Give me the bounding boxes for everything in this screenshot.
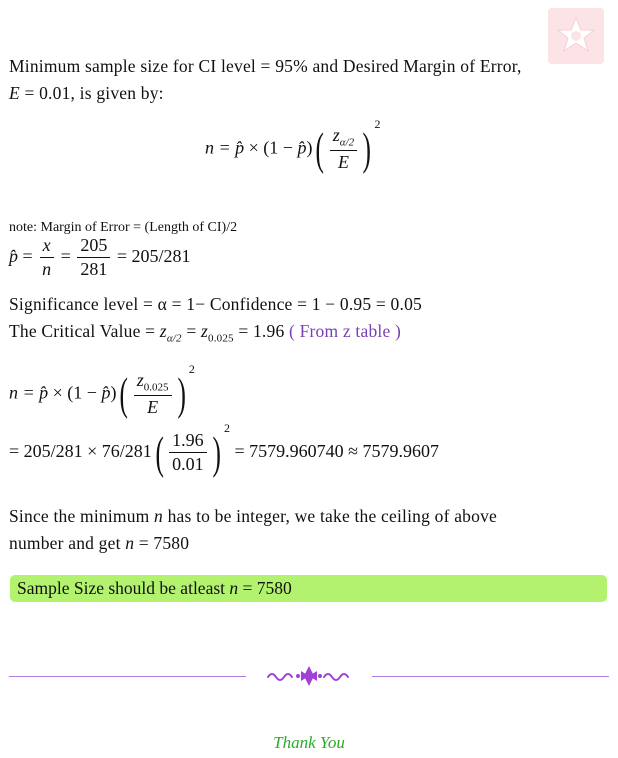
phat-frac2-den: 281: [80, 258, 108, 279]
phat-eq1: =: [18, 245, 38, 266]
critical-z2-sub: 0.025: [208, 332, 234, 345]
flourish-ornament-icon: [264, 664, 354, 688]
critical-value-line: [9, 318, 401, 353]
phat-frac2-num: 205: [77, 236, 110, 258]
formula2-num: z: [136, 370, 144, 390]
computed-result-line: [9, 421, 439, 478]
conclusion-text-a: Since the minimum: [9, 506, 155, 526]
critical-label: The Critical Value =: [9, 321, 160, 341]
formula2-num-sub: 0.025: [143, 381, 169, 394]
critical-z2: z: [200, 321, 208, 341]
formula3-fraction: [169, 431, 207, 475]
significance-line: Significance level = α = 1− Confidence = 1 − 0.95 = 0.05: [9, 294, 422, 314]
thank-you-text: Thank You: [273, 733, 345, 752]
formula1-phat2: p̂: [297, 137, 307, 158]
formula1-den: E: [337, 151, 349, 172]
phat-rest: = 205/281: [112, 245, 191, 266]
sample-size-formula: [205, 117, 381, 175]
right-paren: ): [212, 427, 221, 478]
formula1-close: ): [306, 137, 313, 158]
conclusion-text-b: has to be integer, we take the ceiling of above: [163, 506, 497, 526]
formula1-times: × (1 −: [244, 137, 298, 158]
conclusion-line-2: [9, 530, 609, 557]
phat-eq2: =: [56, 245, 76, 266]
margin-var: E: [9, 83, 20, 103]
left-paren: (: [119, 368, 129, 420]
formula2-phat: p̂: [39, 382, 49, 403]
formula1-phat: p̂: [235, 137, 245, 158]
phat-lhs: p̂: [9, 245, 18, 266]
phat-fraction-2: [77, 236, 110, 280]
critical-z1-sub: α/2: [166, 332, 182, 345]
formula3-den: 0.01: [172, 454, 204, 474]
sample-size-formula-2: [9, 362, 195, 420]
phat-equation: [9, 236, 190, 280]
critical-z1: z: [159, 321, 167, 341]
intro-line-1: Minimum sample size for CI level = 95% and Desired Margin of Error,: [9, 56, 522, 76]
intro-paragraph: [9, 53, 609, 107]
formula1-fraction: [330, 126, 357, 172]
formula2-lhs: n =: [9, 382, 40, 403]
right-paren: ): [362, 123, 372, 175]
conclusion-text-d: = 7580: [134, 533, 190, 553]
z-table-link[interactable]: ( From z table ): [288, 321, 402, 341]
formula2-den: E: [147, 396, 159, 417]
formula1-num-sub: α/2: [339, 136, 355, 149]
formula2-close: ): [110, 382, 117, 403]
answer-n: n: [229, 578, 239, 598]
conclusion-text-c: number and get: [9, 533, 126, 553]
answer-box: [10, 575, 607, 602]
conclusion-line-1: [9, 503, 609, 530]
conclusion-n: n: [154, 506, 163, 526]
right-paren: ): [176, 368, 186, 420]
critical-eq: =: [181, 321, 201, 341]
answer-text-b: = 7580: [238, 578, 292, 598]
phat-frac1-den: n: [42, 258, 52, 279]
formula1-power: 2: [374, 117, 381, 132]
critical-val: = 1.96: [233, 321, 289, 341]
intro-line-2: [9, 80, 609, 107]
divider-right: [372, 676, 609, 677]
left-paren: (: [315, 123, 325, 175]
formula3-power: 2: [223, 421, 230, 436]
answer-text-a: Sample Size should be atleast: [17, 578, 230, 598]
divider-left: [9, 676, 246, 677]
formula2-phat2: p̂: [101, 382, 111, 403]
intro-line-2-text: = 0.01, is given by:: [19, 83, 164, 103]
phat-fraction-1: [39, 236, 54, 280]
formula3-rest: = 7579.960740 ≈ 7579.9607: [229, 441, 439, 462]
formula1-lhs: n =: [205, 137, 236, 158]
formula2-fraction: [134, 371, 172, 417]
formula1-num: z: [332, 125, 340, 145]
formula2-power: 2: [188, 362, 195, 377]
left-paren: (: [155, 427, 164, 478]
conclusion-paragraph: [9, 503, 609, 557]
phat-frac1-num: x: [40, 236, 54, 258]
formula3-num: 1.96: [169, 431, 207, 453]
conclusion-n2: n: [125, 533, 135, 553]
formula2-times: × (1 −: [48, 382, 102, 403]
note-text: note: Margin of Error = (Length of CI)/2: [9, 220, 238, 235]
formula3-lhs: = 205/281 × 76/281: [9, 441, 152, 462]
